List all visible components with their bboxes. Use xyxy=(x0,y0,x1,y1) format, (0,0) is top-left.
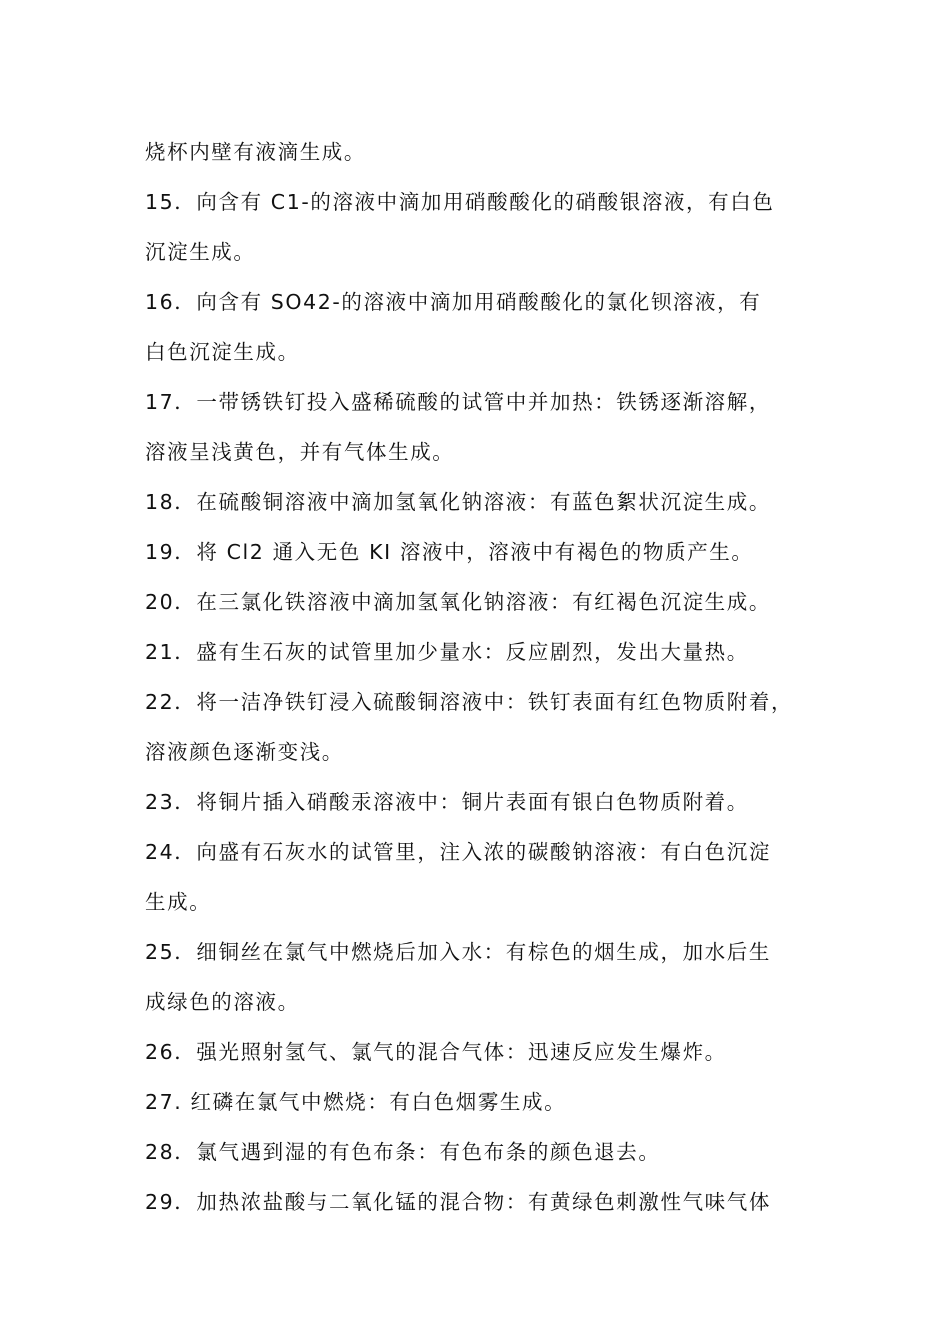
text-line: 29．加热浓盐酸与二氧化锰的混合物：有黄绿色刺激性气味气体 xyxy=(145,1190,771,1214)
text-line: 沉淀生成。 xyxy=(145,240,256,264)
text-line: 26．强光照射氢气、氯气的混合气体：迅速反应发生爆炸。 xyxy=(145,1040,727,1064)
text-line: 22．将一洁净铁钉浸入硫酸铜溶液中：铁钉表面有红色物质附着， xyxy=(145,690,794,714)
document-body xyxy=(145,132,835,1232)
text-line: 15．向含有 C1-的溶液中滴加用硝酸酸化的硝酸银溶液，有白色 xyxy=(145,190,775,214)
text-line: 19．将 Cl2 通入无色 KI 溶液中，溶液中有褐色的物质产生。 xyxy=(145,540,754,564)
text-line: 成绿色的溶液。 xyxy=(145,990,300,1014)
text-line: 烧杯内壁有液滴生成。 xyxy=(145,140,366,164)
text-line: 27. 红磷在氯气中燃烧：有白色烟雾生成。 xyxy=(145,1090,567,1114)
text-line: 17．一带锈铁钉投入盛稀硫酸的试管中并加热：铁锈逐渐溶解， xyxy=(145,390,771,414)
text-line: 23．将铜片插入硝酸汞溶液中：铜片表面有银白色物质附着。 xyxy=(145,790,749,814)
text-line: 白色沉淀生成。 xyxy=(145,340,300,364)
text-line: 20．在三氯化铁溶液中滴加氢氧化钠溶液：有红褐色沉淀生成。 xyxy=(145,590,771,614)
text-line: 18．在硫酸铜溶液中滴加氢氧化钠溶液：有蓝色絮状沉淀生成。 xyxy=(145,490,771,514)
text-line: 25．细铜丝在氯气中燃烧后加入水：有棕色的烟生成，加水后生 xyxy=(145,940,771,964)
text-line: 21．盛有生石灰的试管里加少量水：反应剧烈，发出大量热。 xyxy=(145,640,749,664)
text-line: 24．向盛有石灰水的试管里，注入浓的碳酸钠溶液：有白色沉淀 xyxy=(145,840,771,864)
text-line: 16．向含有 SO42-的溶液中滴加用硝酸酸化的氯化钡溶液，有 xyxy=(145,290,762,314)
text-line: 28．氯气遇到湿的有色布条：有色布条的颜色退去。 xyxy=(145,1140,661,1164)
text-line: 生成。 xyxy=(145,890,212,914)
text-line: 溶液颜色逐渐变浅。 xyxy=(145,740,344,764)
text-line: 溶液呈浅黄色，并有气体生成。 xyxy=(145,440,455,464)
